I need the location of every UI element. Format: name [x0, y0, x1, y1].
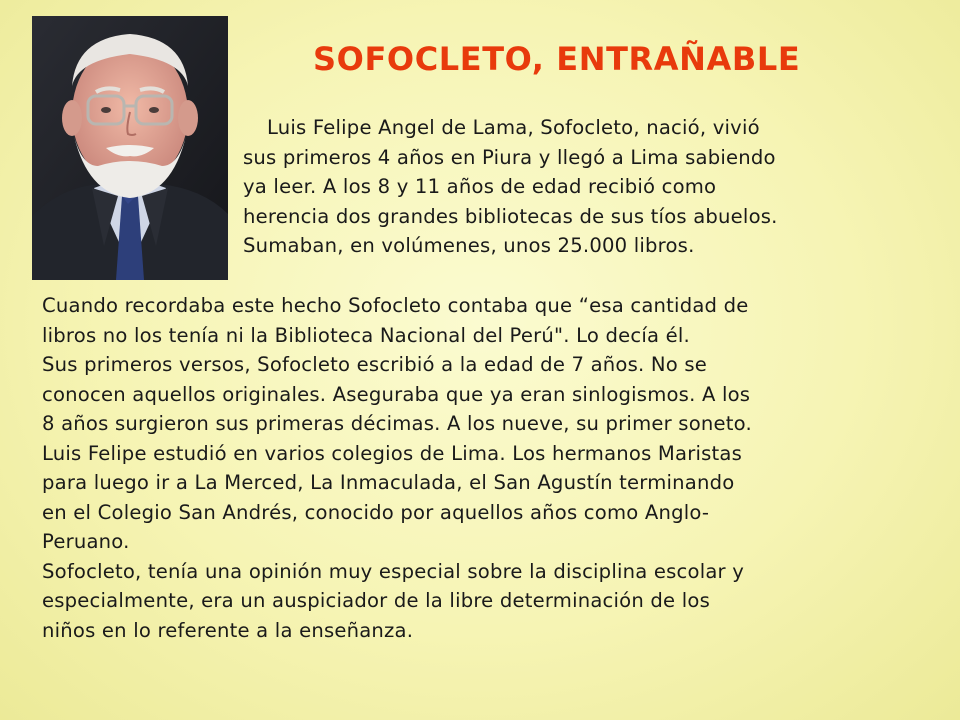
intro-paragraph: Luis Felipe Angel de Lama, Sofocleto, nació, vivió sus primeros 4 años en Piura y llegó a Lima sabiendo ya leer. A los 8 y 11 años de edad recibió como herencia dos grandes bibliotecas de sus tíos abuelos. Sumaban, en volúmenes, unos 25.000 libros.: [243, 116, 778, 257]
body-paragraph: Cuando recordaba este hecho Sofocleto contaba que “esa cantidad de libros no los tenía ni la Biblioteca Nacional del Perú". Lo decía él. Sus primeros versos, Sofocleto escribió a la edad de 7 años. No se conocen aquellos originales. Aseguraba que ya eran sinlogismos. A los 8 años surgieron sus primeras décimas. A los nueve, su primer soneto. Luis Felipe estudió en varios colegios de Lima. Los hermanos Maristas para luego ir a La Merced, La Inmaculada, el San Agustín terminando en el Colegio San Andrés, conocido por aquellos años como Anglo- Peruano. Sofocleto, tenía una opinión muy especial sobre la disciplina escolar y especialmente, era un auspiciador de la libre determinación de los niños en lo referente a la enseñanza.: [42, 294, 752, 642]
portrait-photo: [32, 16, 228, 280]
page-title: SOFOCLETO, ENTRAÑABLE: [313, 40, 801, 78]
